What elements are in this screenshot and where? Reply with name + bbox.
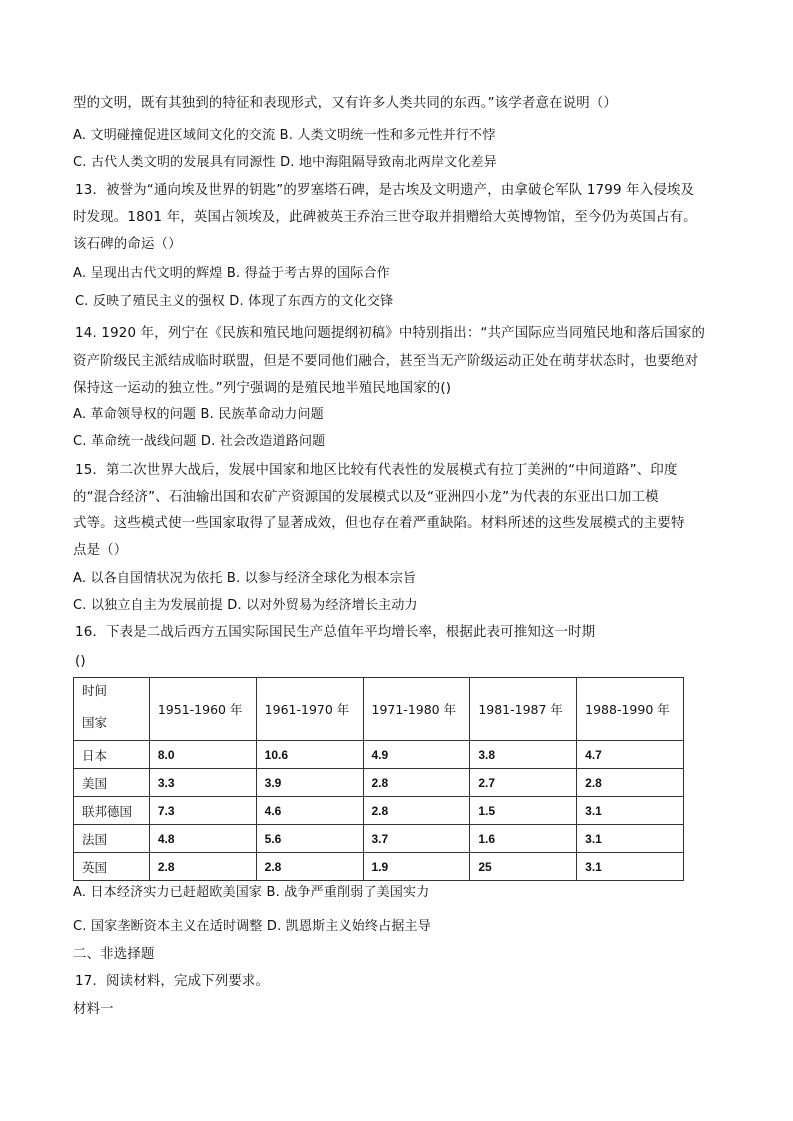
value-cell: 2.8 [363, 797, 470, 825]
table-row [74, 741, 684, 769]
value-cell: 1.5 [470, 797, 577, 825]
q12-options-cd: C. 古代人类文明的发展具有同源性 D. 地中海阻隔导致南北两岸文化差异 [73, 155, 497, 170]
section-heading-non-choice: 二、非选择题 [73, 947, 155, 962]
q15-options-ab: A. 以各自国情状况为依托 B. 以参与经济全球化为根本宗旨 [73, 571, 417, 586]
q12-stem-end: 型的文明，既有其独到的特征和表现形式，又有许多人类共同的东西。”该学者意在说明（） [73, 96, 618, 111]
table-row [74, 853, 684, 881]
value-cell: 2.8 [577, 769, 684, 797]
q13-stem-line2: 时发现。1801 年，英国占领埃及，此碑被英王乔治三世夺取并捐赠给大英博物馆，至今仍为英国占有。 [73, 210, 697, 225]
value-cell: 10.6 [256, 741, 363, 769]
q15-options-cd: C. 以独立自主为发展前提 D. 以对外贸易为经济增长主动力 [73, 598, 418, 613]
country-cell: 美国 [74, 769, 150, 797]
q17-stem: 17．阅读材料，完成下列要求。 [75, 974, 270, 989]
q16-options-ab: A. 日本经济实力已赶超欧美国家 B. 战争严重削弱了美国实力 [73, 885, 430, 900]
country-cell: 日本 [74, 741, 150, 769]
value-cell: 2.8 [363, 769, 470, 797]
q13-options-cd: C. 反映了殖民主义的强权 D. 体现了东西方的文化交锋 [75, 294, 394, 309]
value-cell: 5.6 [256, 825, 363, 853]
value-cell: 3.1 [577, 853, 684, 881]
value-cell: 2.8 [149, 853, 256, 881]
value-cell: 7.3 [149, 797, 256, 825]
value-cell: 4.7 [577, 741, 684, 769]
q15-stem-line4: 点是（） [73, 543, 128, 558]
value-cell: 1.6 [470, 825, 577, 853]
table-row [74, 797, 684, 825]
value-cell: 3.3 [149, 769, 256, 797]
country-cell: 英国 [74, 853, 150, 881]
q14-stem-line2: 资产阶级民主派结成临时联盟，但是不要同他们融合，甚至当无产阶级运动正处在萌芽状态时，也要绝对 [73, 354, 699, 369]
value-cell: 3.1 [577, 825, 684, 853]
q16-options-cd: C. 国家垄断资本主义在适时调整 D. 凯恩斯主义始终占据主导 [73, 919, 431, 934]
table-row [74, 769, 684, 797]
value-cell: 2.8 [256, 853, 363, 881]
value-cell: 4.6 [256, 797, 363, 825]
q15-stem-line1: 15．第二次世界大战后，发展中国家和地区比较有代表性的发展模式有拉丁美洲的“中间道路”、印度 [75, 463, 678, 478]
table-header-row [74, 678, 684, 741]
table-row [74, 825, 684, 853]
value-cell: 1.9 [363, 853, 470, 881]
country-cell: 法国 [74, 825, 150, 853]
q13-options-ab: A. 呈现出古代文明的辉煌 B. 得益于考古界的国际合作 [73, 266, 390, 281]
q16-stem-line1: 16．下表是二战后西方五国实际国民生产总值年平均增长率，根据此表可推知这一时期 [75, 625, 596, 640]
period-header: 1951-1960 年 [149, 678, 256, 741]
q14-options-cd: C. 革命统一战线问题 D. 社会改造道路问题 [73, 434, 326, 449]
value-cell: 3.7 [363, 825, 470, 853]
q15-stem-line3: 式等。这些模式使一些国家取得了显著成效，但也存在着严重缺陷。材料所述的这些发展模式的主要特 [73, 516, 685, 531]
corner-label-country: 国家 [82, 715, 108, 730]
q17-material-one-label: 材料一 [73, 1002, 114, 1017]
period-header: 1961-1970 年 [256, 678, 363, 741]
value-cell: 2.7 [470, 769, 577, 797]
q13-stem-line3: 该石碑的命运（） [73, 237, 182, 252]
q14-stem-line3: 保持这一运动的独立性。”列宁强调的是殖民地半殖民地国家的() [73, 381, 452, 396]
period-header: 1981-1987 年 [470, 678, 577, 741]
period-header: 1971-1980 年 [363, 678, 470, 741]
table-corner-cell [74, 678, 150, 741]
period-header: 1988-1990 年 [577, 678, 684, 741]
q15-stem-line2: 的“混合经济”、石油输出国和农矿产资源国的发展模式以及“亚洲四小龙”为代表的东亚出口加工模 [73, 490, 659, 505]
value-cell: 4.9 [363, 741, 470, 769]
corner-label-time: 时间 [82, 683, 108, 698]
value-cell: 8.0 [149, 741, 256, 769]
q16-stem-line2: () [75, 654, 86, 669]
q14-options-ab: A. 革命领导权的问题 B. 民族革命动力问题 [73, 407, 324, 422]
value-cell: 25 [470, 853, 577, 881]
gnp-growth-table [73, 677, 684, 881]
country-cell: 联邦德国 [74, 797, 150, 825]
value-cell: 3.8 [470, 741, 577, 769]
q13-stem-line1: 13．被誉为“通向埃及世界的钥匙”的罗塞塔石碑，是古埃及文明遗产，由拿破仑军队 1799 年入侵埃及 [75, 183, 695, 198]
value-cell: 3.9 [256, 769, 363, 797]
q12-options-ab: A. 文明碰撞促进区域间文化的交流 B. 人类文明统一性和多元性并行不悖 [73, 128, 496, 143]
value-cell: 3.1 [577, 797, 684, 825]
value-cell: 4.8 [149, 825, 256, 853]
q14-stem-line1: 14. 1920 年，列宁在《民族和殖民地问题提纲初稿》中特别指出：“共产国际应当同殖民地和落后国家的 [75, 326, 706, 341]
